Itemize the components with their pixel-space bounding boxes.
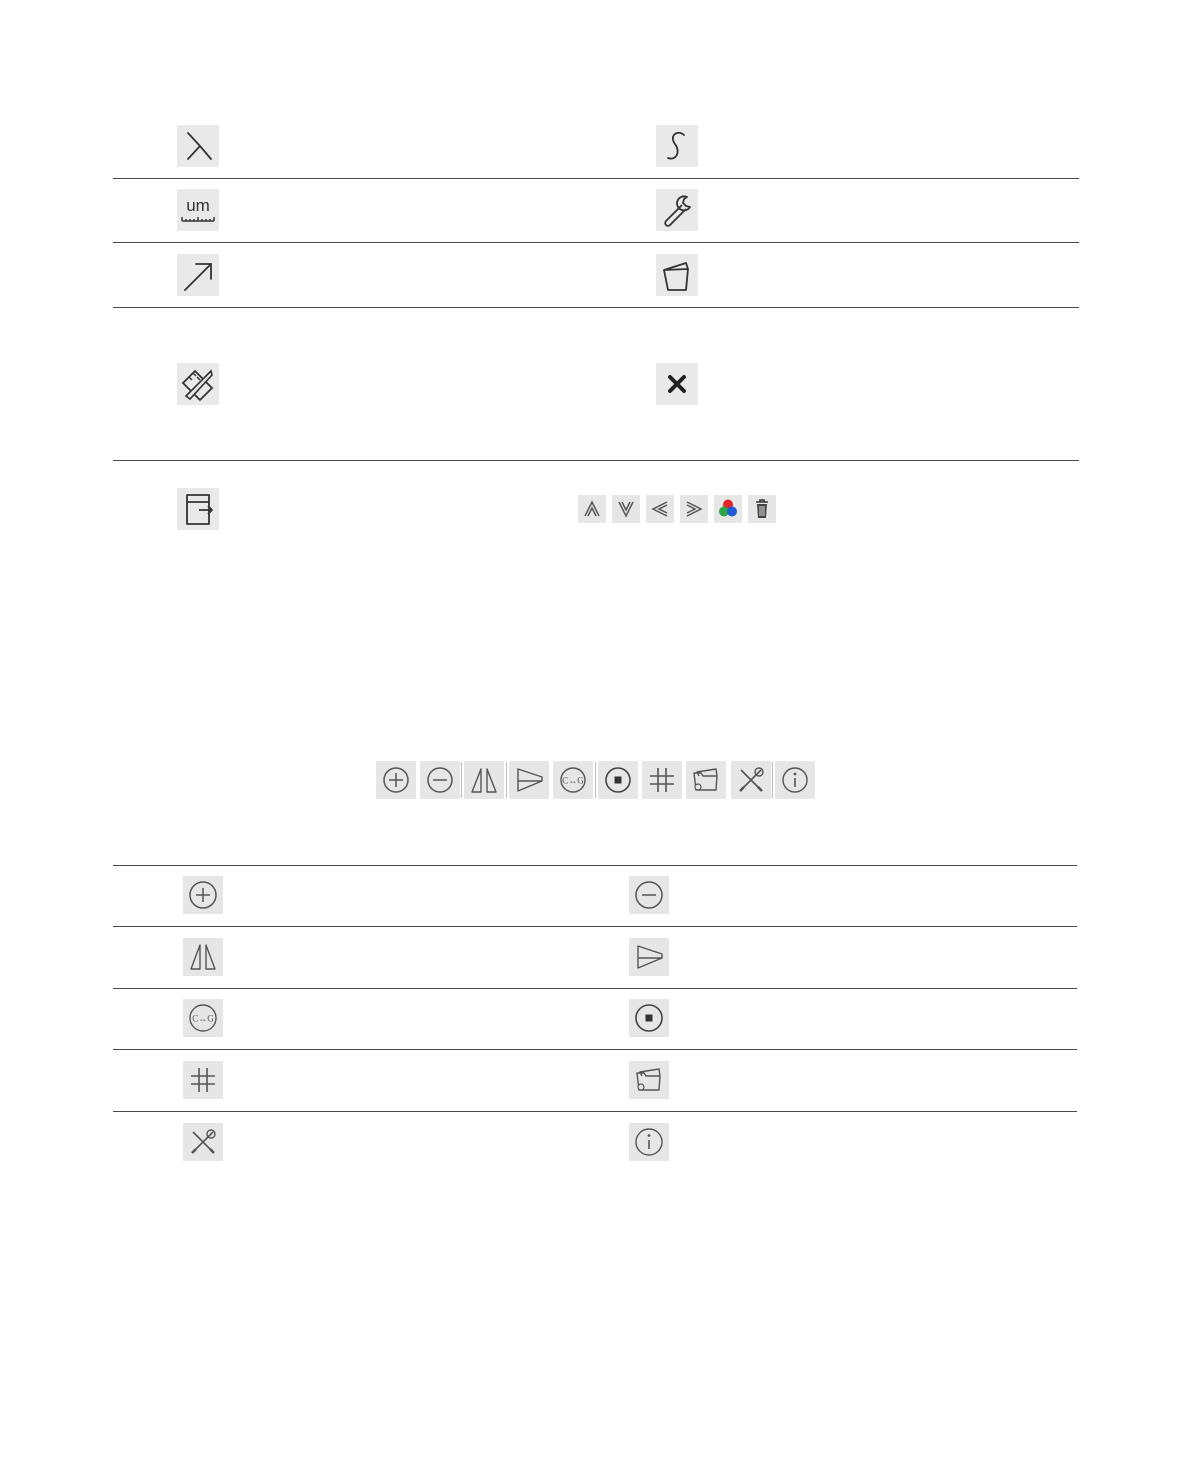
table-divider [113, 178, 1079, 179]
curve-icon[interactable] [656, 125, 698, 167]
eraser-icon[interactable] [656, 254, 698, 296]
grid-icon[interactable] [183, 1061, 223, 1099]
wrench-icon[interactable] [656, 189, 698, 231]
cross-icon[interactable] [553, 761, 593, 799]
toolbar-separator [595, 762, 596, 798]
zoom-out-icon[interactable] [629, 876, 669, 914]
open-folder-icon[interactable] [686, 761, 726, 799]
toolbar-separator [772, 762, 773, 798]
cross-icon[interactable] [183, 999, 223, 1037]
flip-horizontal-icon[interactable] [183, 938, 223, 976]
ruler-pencil-icon[interactable] [177, 363, 219, 405]
flip-vertical-icon[interactable] [629, 938, 669, 976]
table-divider [113, 1111, 1077, 1112]
angle-icon[interactable] [177, 125, 219, 167]
move-left-icon[interactable] [646, 495, 674, 523]
cross-icon-text: C↔G [562, 775, 584, 786]
close-icon[interactable] [656, 363, 698, 405]
arrow-icon[interactable] [177, 254, 219, 296]
table-divider [113, 460, 1079, 461]
table-divider [113, 242, 1079, 243]
grid-icon[interactable] [642, 761, 682, 799]
settings-icon[interactable] [183, 1123, 223, 1161]
scale-bar-icon[interactable] [177, 189, 219, 231]
export-icon[interactable] [177, 488, 219, 530]
cross-icon-text: C↔G [192, 1013, 214, 1024]
scale-bar-text: um [186, 196, 210, 215]
zoom-in-icon[interactable] [183, 876, 223, 914]
toolbar-separator [506, 762, 507, 798]
move-right-icon[interactable] [680, 495, 708, 523]
zoom-in-icon[interactable] [376, 761, 416, 799]
color-icon[interactable] [714, 495, 742, 523]
delete-icon[interactable] [748, 495, 776, 523]
center-icon[interactable] [598, 761, 638, 799]
table-divider [113, 926, 1077, 927]
center-icon[interactable] [629, 999, 669, 1037]
settings-icon[interactable] [731, 761, 771, 799]
table-divider [113, 988, 1077, 989]
move-up-icon[interactable] [578, 495, 606, 523]
table-divider [113, 1049, 1077, 1050]
info-icon[interactable] [775, 761, 815, 799]
flip-vertical-icon[interactable] [509, 761, 549, 799]
zoom-out-icon[interactable] [420, 761, 460, 799]
move-down-icon[interactable] [612, 495, 640, 523]
info-icon[interactable] [629, 1123, 669, 1161]
table-divider [113, 865, 1077, 866]
toolbar-separator [461, 762, 462, 798]
open-folder-icon[interactable] [629, 1061, 669, 1099]
flip-horizontal-icon[interactable] [464, 761, 504, 799]
table-divider [113, 307, 1079, 308]
